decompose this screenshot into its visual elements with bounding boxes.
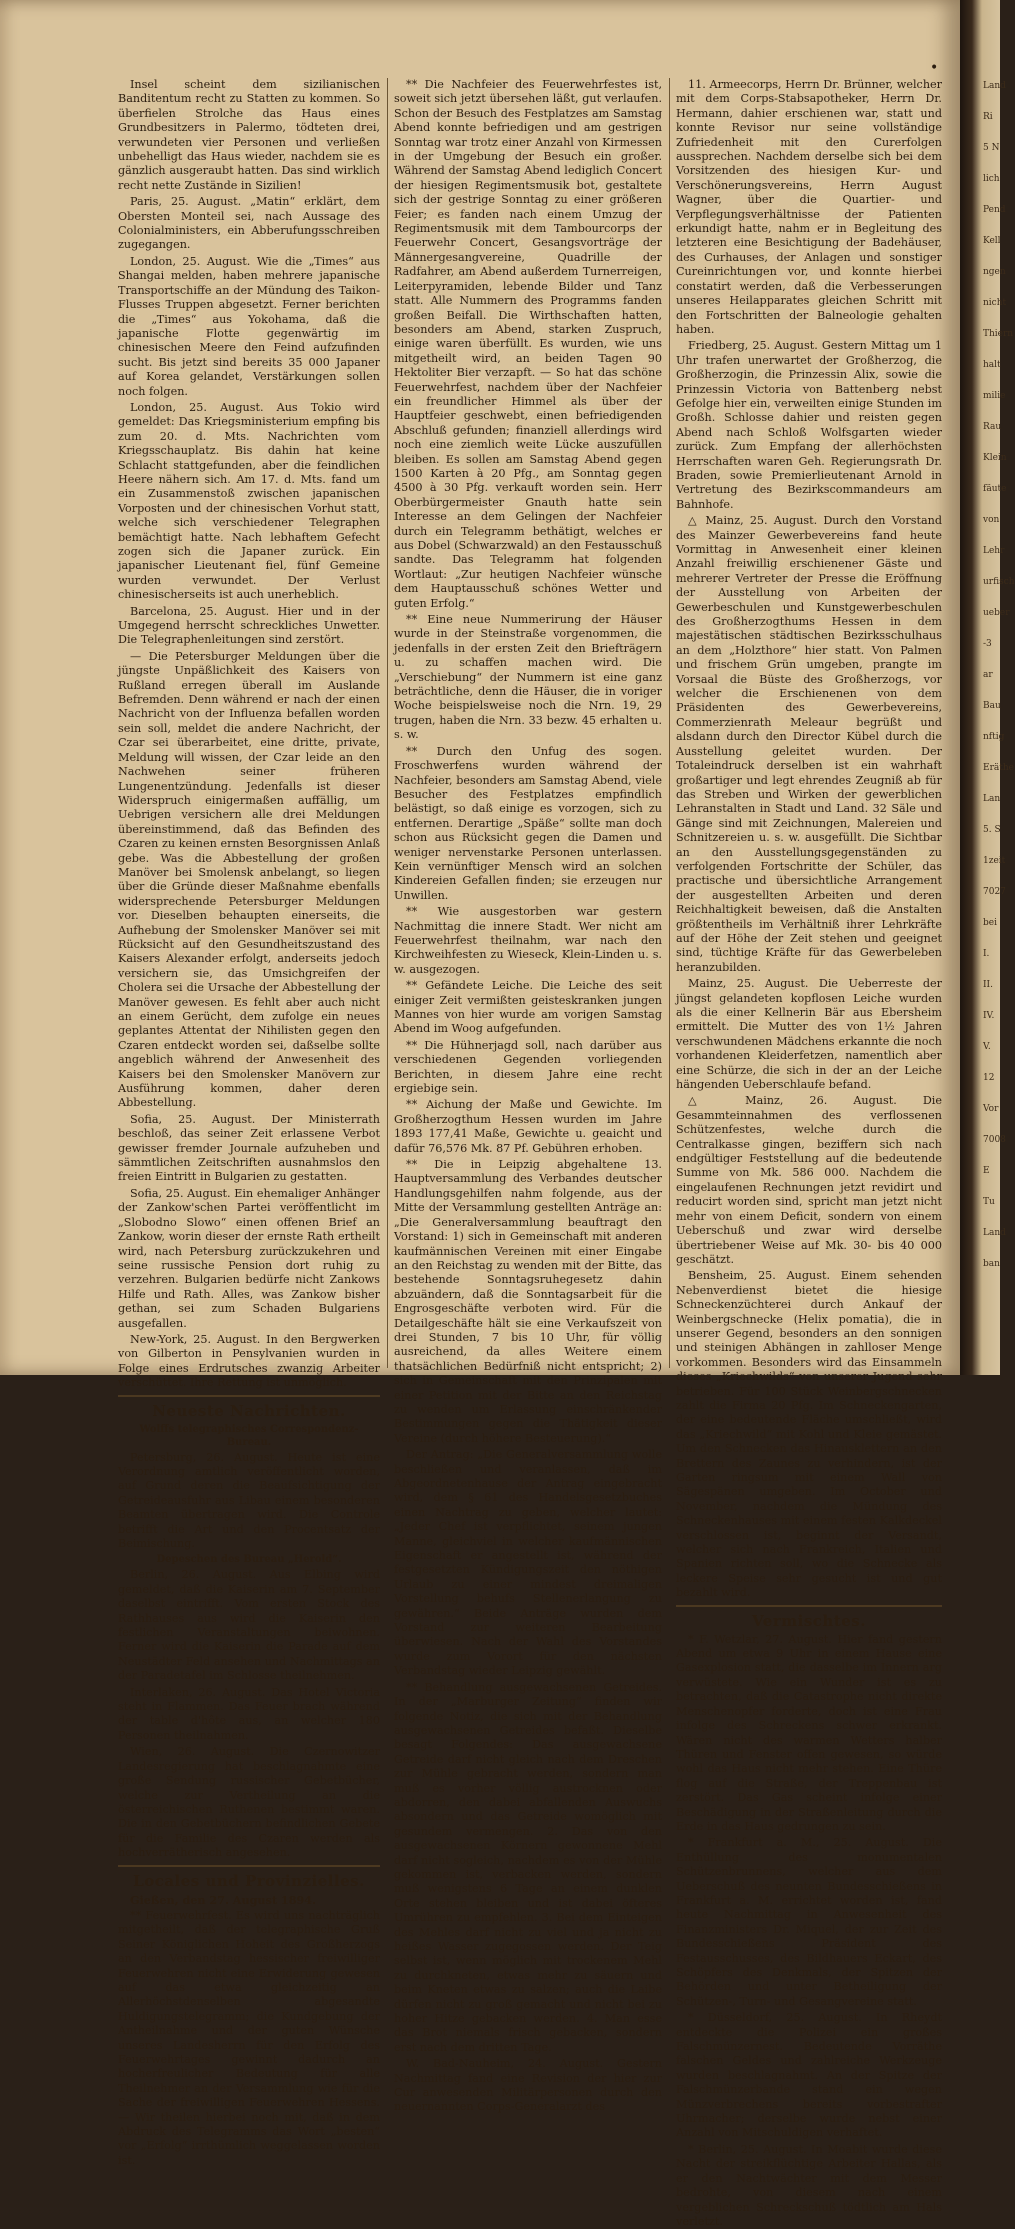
column-rule-1 (387, 78, 388, 1368)
paragraph: W. Bad-Nauheim, 24. August. Gestern Nachmittag fand eine Revision der hier zur Cur anwesenden Militärpersonen durch den neuernannten Corps-Generalarzt des (394, 2057, 662, 2114)
margin-fragment: E (983, 1166, 990, 1176)
paragraph: ** Die Nachfeier des Feuerwehrfestes ist, soweit sich jetzt übersehen läßt, gut verlaufen. Schon der Besuch des Festplatzes am Samstag Abend konnte befriedigen und am gestrigen Sonntag war trotz einer Anzahl von Kirmessen in der Umgebung der Besuch ein großer. Während der Samstag Abend lediglich Concert der hiesigen Regimentsmusik bot, gestaltete sich der gestrige Sonntag zu einer größeren Feier; es fanden nach einem Umzug der Regimentsmusik mit dem Tambourcorps der Feuerwehr Concert, Gesangsvorträge der Männergesangvereine, Quadrille der Radfahrer, am Abend außerdem Turnerreigen, Leiterpyramiden, lebende Bilder und Tanz statt. Alle Nummern des Programms fanden großen Beifall. Die Wirthschaften hatten, besonders am Abend, starken Zuspruch, einige waren überfüllt. Es wurden, wie uns mitgetheilt wird, an beiden Tagen 90 Hektoliter Bier verzapft. — So hat das schöne Feuerwehrfest, nachdem über der Nachfeier ein freundlicher Himmel als über der Hauptfeier geschwebt, einen befriedigenden Abschluß gefunden; finanziell allerdings wird noch eine ziemlich weite Lücke auszufüllen bleiben. Es sollen am Samstag Abend gegen 1500 Karten à 20 Pfg., am Sonntag gegen 4500 à 30 Pfg. verkauft worden sein. Herr Oberbürgermeister Gnauth hatte sein Interesse an dem Gelingen der Nachfeier durch ein Telegramm bethätigt, welches er aus Dobel (Schwarzwald) an den Festausschuß sandte. Das Telegramm hat folgenden Wortlaut: „Zur heutigen Nachfeier wünsche dem Hauptausschuß schönes Wetter und guten Erfolg.“ (394, 78, 662, 610)
page-mark: • (930, 60, 939, 76)
margin-fragment: halt (983, 360, 1001, 370)
column-1 (118, 78, 380, 2167)
margin-fragment: Lehr (983, 546, 1005, 556)
paragraph: Der Antrag: „Die Generalversammlung wolle beschließen und veranlassen, daß im Abgeordnetenhause der Antrag eingebracht wird, dem § 61 des Handelsgesetzbuches einen Nachtrag zu geben, welcher lautet: „Jeder Chef ist verpflichtet, seinem jungen Manne, gleichviel in welcher kaufmännischen Eigenschaft er angestellt ist, während der festgesetzten Kündigungszeit den nöthigen Urlaub zu einer mindest dreimaligen Vorstellung behufs Stellenerlangung zu gewähren.“ Beide Anträge wurden dem Vorstand zur weiteren Bearbeitung überwiesen. Nach der Wahl des Vorstandes wurde zum Vorort für den nächsten Verbandstag wieder Leipzig gewählt. (394, 1448, 662, 1678)
column-3 (676, 78, 942, 2228)
paragraph: London, 25. August. Wie die „Times“ aus Shangai melden, haben mehrere japanische Transportschiffe an der Mündung des Taikon-Flusses Truppen abgesetzt. Ferner berichten die „Times“ aus Yokohama, daß die japanische Flotte gegenwärtig im chinesischen Meere den Feind aufzufinden sucht. Bis jetzt sind bereits 35 000 Japaner auf Korea gelandet, Verstärkungen sollen noch folgen. (118, 254, 380, 398)
margin-fragment: Vor (983, 1104, 999, 1114)
adjacent-page-edge (960, 0, 1015, 1375)
subheading-herold: Depeschen des Bureau „Herold“. (156, 1554, 342, 1566)
margin-fragment: Tu (983, 1197, 995, 1207)
paragraph: — Die Petersburger Meldungen über die jüngste Unpäßlichkeit des Kaisers von Rußland erregen überall im Auslande Befremden. Denn während er nach der einen Nachricht von der Influenza befallen worden sein soll, meldet die andere Nachricht, der Czar sei überarbeitet, eine dritte, private, Meldung will wissen, der Czar leide an den Nachwehen seiner früheren Lungenentzündung. Jedenfalls ist dieser Widerspruch einigermaßen auffällig, um Uebrigen versichern alle drei Meldungen übereinstimmend, daß das Befinden des Czaren zu keinen ernsten Besorgnissen Anlaß gebe. Was die Abbestellung der großen Manöver bei Smolensk anbelangt, so liegen über die Gründe dieser Maßnahme ebenfalls widersprechende Petersburger Meldungen vor. Dieselben behaupten einerseits, die Aufhebung der Smolensker Manöver sei mit Rücksicht auf den Gesundheitszustand des Kaisers Alexander erfolgt, anderseits jedoch versichern sie, das Umsichgreifen der Cholera sei die Ursache der Abbestellung der Manöver gewesen. Es fehlt aber auch nicht an einem Gerücht, dem zufolge ein neues geplantes Attentat der Nihilisten gegen den Czaren entdeckt worden sei, daßselbe sollte angeblich während der Anwesenheit des Kaisers bei den Smolensker Manövern zur Ausführung kommen, daher deren Abbestellung. (118, 649, 380, 1110)
margin-fragment: nftig (983, 732, 1005, 742)
margin-fragment: 12 (983, 1073, 995, 1083)
paragraph: * F. Wetzlar, 27. August. Hier fand gestern Abend um etwa 9 Uhr in einem Hause eine Gasexplosion statt, die dasselbe im Innern arg verwüstete. Wie ein Wunder ist es zu betrachten, daß die Catastrophe nicht direkte Menschenopfer forderte, doch ist eine Frau infolge des Schreckens schwer erkrankt. Wären nicht des warmen Wetters halber Thüren und Fenster offen gewesen, so würde wohl das Haus nicht mehr stehen. Eine Thüre flog auf die Straße, der Treppenbau ist zerstört. Das Gas scheint infolge einer Beschädigung in der Straßenleitung durch die Erde in das Haus gedrungen zu sein. (676, 1632, 942, 1833)
subheading-wolff: Wolffs telegraphisches Correspondenz-Bureau. (139, 1423, 359, 1448)
paragraph: * Düsseldorf, 25. August. In Rheydt entdeckte die Polizei ein großes Falschmünzernest. Bedeutende Vorräthe falschen Geldes und zahlreiche Werkzeuge wurden beschlagnahmt. An der Spitze der Falschmünzerbande stand ein wegen Münzverbrechens bereits vorbestrafter Uhrmacher; derselbe wurde nebst einer Anzahl von Mitschuldigen verhaftet. (676, 2011, 942, 2140)
margin-fragment: IV. (983, 1011, 995, 1021)
margin-fragment: ban (983, 1259, 1000, 1269)
paragraph: △ Mainz, 26. August. Die Gesammteinnahmen des verflossenen Schützenfestes, welche durch die Centralkasse gingen, beziffern sich nach endgültiger Feststellung auf die bedeutende Summe von Mk. 586 000. Nachdem die eingelaufenen Rechnungen jetzt revidirt und reducirt worden sind, spricht man jetzt nicht mehr von einem Deficit, sondern von einem Ueberschuß und zwar wird derselbe übertriebener Weise auf Mk. 30- bis 40 000 geschätzt. (676, 1094, 942, 1266)
paragraph: Wien, 26. August. Die Czernowitzer Landesregierung hat beschlagnahmte eine große Sendung russischer Gebetbücher, welche zur Vertheilung an die österreichischen Ruthenen bestimmt waren. Die in den Gebetbüchern befindlichen Gebete für die Familie des Czaren werden als hochverrätherisch angesehen. (118, 1745, 380, 1860)
margin-fragment: I. (983, 949, 990, 959)
paragraph: ** Durch den Unfug des sogen. Froschwerfens wurden während der Nachfeier, besonders am Samstag Abend, viele Besucher des Festplatzes empfindlich belästigt, so daß einige es vorzogen, sich zu entfernen. Derartige „Späße“ sollte man doch schon aus Rücksicht gegen die Damen und weniger nervenstarke Personen unterlassen. Kein vernünftiger Mensch wird an solchen Kindereien Gefallen finden; sie erzeugen nur Unwillen. (394, 744, 662, 902)
paragraph: Sofia, 25. August. Ein ehemaliger Anhänger der Zankow'schen Partei veröffentlicht im „Slobodno Slowo“ einen offenen Brief an Zankow, worin dieser der ernste Rath ertheilt wird, nach Petersburg zurückzukehren und seine russische Pension dort ruhig zu verzehren. Bulgarien bedürfe nicht Zankows Hilfe und Rath. Alles, was Zankow bisher gethan, sei zum Schaden Bulgariens ausgefallen. (118, 1186, 380, 1330)
margin-fragment: II. (983, 980, 993, 990)
margin-fragment: ar (983, 670, 993, 680)
margin-fragment: 7027 (983, 887, 1006, 897)
margin-fragment: Klein (983, 453, 1007, 463)
paragraph: Petersburg, 26. August. Heute ist eine Verordnung amtlich veröffentlicht worden, auf Grund deren die Beaufsichtigung der Getreideausfuhr aus Libau einem besonderen Beamten übertragen wird. Die Controle betrifft die Art und den Procentsatz der Beimischung. (118, 1450, 380, 1550)
paragraph: △ Mainz, 25. August. Durch den Vorstand des Mainzer Gewerbevereins fand heute Vormittag in Anwesenheit einer kleinen Anzahl freiwillig erschienener Gäste und mehrerer Vertreter der Presse die Eröffnung der Ausstellung von Arbeiten der Gewerbeschulen und Kunstgewerbeschulen des Großherzogthums Hessen in dem majestätischen städtischen Bezirksschulhaus an dem „Holzthore“ hier statt. Von Palmen und frischem Grün umgeben, prangte im Vorsaal die Büste des Großherzogs, vor welcher die Erschienenen von dem Präsidenten des Gewerbevereins, Commerzienrath Meleaur begrüßt und alsdann durch den Director Kübel durch die Ausstellung geleitet wurden. Der Totaleindruck derselben ist ein wahrhaft großartiger und legt ehrendes Zeugniß ab für das Streben und Wirken der gewerblichen Lehranstalten in Stadt und Land. 32 Säle und Gänge sind mit Zeichnungen, Malereien und Schnitzereien u. s. w. ausgefüllt. Die Sichtbar an den Ausstellungsgegenständen zu verfolgenden Fortschritte der Schüler, das practische und übersichtliche Arrangement der ausgestellten Arbeiten und deren Reichhaltigkeit beweisen, daß die Anstalten größtentheils im Verhältniß ihrer Lehrkräfte auf der Höhe der Zeit stehen und geeignet sind, tüchtige Kräfte für das Gewerbeleben heranzubilden. (676, 514, 942, 974)
paragraph: * Berlin, 25. August. In Moabit wurde diese Nacht der streikflüchtige Arbeiter Hallas, als er den Nachtwächter mit dem Messer bedrohte, von diesem nach einem vergeblichen Schreckschuß tödtlich am Hals verletzt. (676, 2142, 942, 2228)
paragraph: ** Die in Leipzig abgehaltene 13. Hauptversammlung des Verbandes deutscher Handlungsgehilfen nahm folgende, aus der Mitte der Versammlung gestellten Anträge an: „Die Generalversammlung beauftragt den Vorstand: 1) sich in Gemeinschaft mit anderen kaufmännischen Vereinen mit einer Eingabe an den Reichstag zu wenden mit der Bitte, das bestehende Sonntagsruhegesetz dahin abzuändern, daß die Sonntagsarbeit für die Engrosgeschäfte verboten wird. Für die Detailgeschäfte hält sie eine Verkaufszeit von drei Stunden, 7 bis 10 Uhr, für völlig ausreichend, da alles Weitere einem thatsächlichen Bedürfniß nicht entspricht; 2) sich in Gemeinschaft mit den Prinzipalen mit einer Petition mit der Bitte an den Reichstag zu wenden um Erlassung einschränkender Bestimmungen gegen die Thätigkeit dieser Vereine (durch höhere Besteuerung).“ (394, 1158, 662, 1445)
paragraph: Sofia, 25. August. Der Ministerrath beschloß, das seiner Zeit erlassene Verbot gewisser fremder Journale aufzuheben und sämmtlichen Zeitschriften ausnahmslos den freien Eintritt in Bulgarien zu gestatten. (118, 1112, 380, 1184)
paragraph: Insel scheint dem sizilianischen Banditentum recht zu Statten zu kommen. So überfielen Strolche das Haus eines Grundbesitzers in Palermo, tödteten drei, verwundeten vier Personen und verließen unbehelligt das Haus wieder, nachdem sie es gänzlich ausgeraubt hatten. Das sind wirklich recht nette Zustände in Sizilien! (118, 78, 380, 192)
paragraph: ** Wie ausgestorben war gestern Nachmittag die innere Stadt. Wer nicht am Feuerwehrfest theilnahm, war nach den Kirchweihfesten zu Wieseck, Klein-Linden u. s. w. ausgezogen. (394, 905, 662, 976)
paragraph: Interlaken, 26. August. Das Hotel Victoria steht in Flammen. Das Feuer brach während der table d'hôte aus, an welcher 180 Personen theilnahmen. (118, 1685, 380, 1742)
margin-fragment: 1zeit (983, 856, 1006, 866)
margin-fragment: V. (983, 1042, 991, 1052)
margin-fragment: lich (983, 174, 1000, 184)
paragraph: London, 25. August. Aus Tokio wird gemeldet: Das Kriegsministerium empfing bis zum 20. d. Mts. Nachrichten vom Kriegsschauplatz. Bis dahin hat keine Schlacht stattgefunden, aber die feindlichen Heere nähern sich. Am 17. d. Mts. fand um ein Zusammenstoß zwischen japanischen Vorposten und der chinesischen Vorhut statt, welche sich verschiedener Telegraphen bemächtigt hatte. Nach lebhaftem Gefecht zogen sich die Japaner zurück. Ein japanischer Lieutenant fiel, fünf Gemeine wurden verwundet. Der Verlust chinesischerseits ist auch unerheblich. (118, 400, 380, 602)
margin-fragment: ueber (983, 608, 1010, 618)
margin-fragment: Thiern (983, 329, 1014, 339)
margin-fragment: ngen (983, 267, 1006, 277)
section-heading-neueste-nachrichten: Neueste Nachrichten. (152, 1401, 346, 1420)
margin-fragment: Eräthe (983, 763, 1014, 773)
section-separator (118, 1865, 380, 1867)
paragraph: Mainz, 25. August. Die Ueberreste der jüngst gelandeten kopflosen Leiche wurden als die einer Kellnerin Bär aus Ebersheim ermittelt. Die Mutter des von 1½ Jahren verschwundenen Mädchens erkannte die noch vorhandenen Kleiderfetzen, namentlich aber eine Schürze, die sich in der an der Leiche hängenden Ueberschlaufe befand. (676, 977, 942, 1092)
margin-fragment: fäute (983, 484, 1007, 494)
paragraph: Friedberg, 25. August. Gestern Mittag um 1 Uhr trafen unerwartet der Großherzog, die Großherzogin, die Prinzessin Alix, sowie die Prinzessin Victoria von Battenberg nebst Gefolge hier ein, verweilten einige Stunden im Großh. Schlosse dahier und reisten gegen Abend nach Schloß Wolfsgarten wieder zurück. Zum Empfang der allerhöchsten Herrschaften waren Geh. Regierungsrath Dr. Braden, sowie Premierlieutenant Arnold in Vertretung des Bezirkscommandeurs am Bahnhofe. (676, 339, 942, 511)
section-separator (118, 1395, 380, 1397)
paragraph: * Frankfurt a. M., 25. August. Die Enthüllung des monumentalen Schützenbrunnens, welcher aus dem Ueberschuß des neunten Bundesschießens in Frankfurt a. M. errichtet worden ist, fand heute Nachmittag in Anwesenheit des Finanzministers Dr. Miquel, der zur Zeit des Bundesschießens Präsident des Festausschusses, des Bildhauers Eckart, des Schöpfers des Denkmals, der Spitzen der Behörden und unter Betheiligung der Schützen-, Turn- und Gesangvereine statt. (676, 1836, 942, 2008)
margin-fragment: urfisch (983, 577, 1015, 587)
paragraph: ** Aichung der Maße und Gewichte. Im Großherzogthum Hessen wurden im Jahre 1893 177,41 Maße, Gewichte u. geaicht und dafür 76,576 Mk. 87 Pf. Gebühren erhoben. (394, 1098, 662, 1155)
margin-fragment: Rau (983, 422, 1002, 432)
margin-fragment: Bau (983, 701, 1001, 711)
margin-fragment: Land (983, 1228, 1006, 1238)
margin-fragment: Pend (983, 205, 1006, 215)
margin-fragment: Land (983, 81, 1006, 91)
margin-fragment: von (983, 515, 1000, 525)
margin-fragment: Lan (983, 794, 1001, 804)
margin-fragment: Ri (983, 112, 993, 122)
margin-fragment: milie (983, 391, 1006, 401)
paragraph: Paris, 25. August. „Matin“ erklärt, dem Obersten Monteil sei, nach Aussage des Colonialministers, ein Abberufungsschreiben zugegangen. (118, 195, 380, 252)
paragraph: ** Die Hühnerjagd soll, nach darüber aus verschiedenen Gegenden vorliegenden Berichten, in diesem Jahre eine recht ergiebige sein. (394, 1038, 662, 1096)
margin-fragment: 7008 (983, 1135, 1006, 1145)
paragraph: ** Gefändete Leiche. Die Leiche des seit einiger Zeit vermißten geisteskranken jungen Mannes von hier wurde am vorigen Samstag Abend im Woog aufgefunden. (394, 979, 662, 1036)
margin-fragment: 5 N (983, 143, 1000, 153)
paragraph: Bensheim, 25. August. Einem sehenden Nebenverdienst bietet die hiesige Schneckenzüchterei durch Ankauf der Weinbergschnecke (Helix pomatia), die in unserer Gegend, besonders an den sonnigen und steinigen Abhängen in zahlloser Menge vorkommen. Besonders wird das Einsammeln dieses „Kriechwilds“ von unserer Jugend sehr betrieben. Für 100 Stück Weinbergschnecken zahlt die Firma 20 Pfg. Im Schneckengarten, der eine bedeutende Fläche umschließt, wird das „Kriechwild“ mit Kohl und Kleie gemästet. Um den Schnecken das Hinausklettern an den Brettern des Zaunes zu verhindern, ist der Garten ringsum mit einem Wall von Sägespänen umgeben. Im October und November, nachdem die Mündung des Schneckenhauses mit einem festen Kalkdeckel verschlossen ist, beginnt der Versandt, welcher sich nach Frankreich, Italien und Spanien richten soll, wo die Schnecke als leckere Speise sehr gesucht ist und gut bezahlt wird. (676, 1269, 942, 1600)
margin-fragment: 5. S (983, 825, 1001, 835)
paragraph: ** Behandlung ausgewachsenen Getreides. In der „Marburger Zeitung“ finden wir folgende Notiz, die sich mit der Behandlung ausgewachsenen Getreides befaßt. Dieselbe besagt Folgendes: Das ausgewachsene Getreide darf nicht gleich nach dem Dreschen zur Mühle gebracht werden, sondern man muß es vorher völlig austrocknen oder abdorren, den dabei abfallenden Auswuchs absondern und das Getreide womöglich mit gesundem vermengen. 2. Das von den ausgewachsenen Körnern gewonnene Mehl darf nicht sogleich, nachdem es von der Mühle gekommen ist, verbacken werden, sondern muß wenigstens 6 Tage an einem dunklen Orte stehen bleiben und ist dabei öfteres Umrühren zu empfehlen. 3. Bei dem Einteigen des Mehles darf nicht zu viel und ja nicht zu heißes Wasser zugegossen werden. Der Teig selbst ist, wenn möglich mit trockenem Mehl zu durchkneten, etwas mehr zu säuern und beim Kneten etwas zu salzen; auch die Laibe dürfen nicht zu groß gemacht und nicht bei zu hoher Hitze gebacken werden. 4. Man esse das Brot niemals frisch gebacken, sondern erst nach dem dritten Tage. (394, 1680, 662, 2054)
section-separator (676, 1605, 942, 1607)
paragraph: Berlin, 26. August. Aus Elbing wird gemeldet, daß die Kaiserin am 7. September daselbst eintrifft. Vom ersten Stock des Rathhauses aus wird die Kaiserin den festlichen Veranstaltungen beiwohnen. Ferner wird die Kaiserin die Parade auf dem Neustädter Feld ansehen und Nachmittags an der Paradetafel im Schlosse theilnehmen. (118, 1568, 380, 1683)
paragraph: Barcelona, 25. August. Hier und in der Umgegend herrscht schreckliches Unwetter. Die Telegraphenleitungen sind zerstört. (118, 604, 380, 647)
margin-fragment: Kell (983, 236, 1001, 246)
column-2 (394, 78, 662, 2114)
column-rule-2 (669, 78, 670, 1368)
section-heading-locales: Locales und Provinzielles. (133, 1871, 365, 1890)
margin-fragment: bei (983, 918, 997, 928)
paragraph: 11. Armeecorps, Herrn Dr. Brünner, welcher mit dem Corps-Stabsapotheker, Herrn Dr. Hermann, dahier erschienen war, statt und konnte Revisor nur seine vollständige Zufriedenheit mit den Curerfolgen aussprechen. Nachdem derselbe sich bei dem Vorsitzenden des hiesigen Kur- und Verschönerungsvereins, Herrn August Wagner, über die Quartier- und Verpflegungsverhältnisse der Patienten erkundigt hatte, nahm er in Begleitung des letzteren eine Besichtigung der Badehäuser, des Curhauses, der Anlagen und sonstiger Cureinrichtungen vor, und konnte hierbei constatirt werden, daß die Verbesserungen unseres Heilapparates gleichen Schritt mit den Fortschritten der Balneologie gehalten haben. (676, 78, 942, 336)
margin-fragment: nicht (983, 298, 1007, 308)
paragraph: ** Eine neue Nummerirung der Häuser wurde in der Steinstraße vorgenommen, die jedenfalls in der ersten Zeit den Briefträgern u. zu schaffen machen wird. Die „Verschiebung“ der Nummern ist eine ganz beträchtliche, denn die Häuser, die in voriger Woche beispielsweise noch die Nrn. 19, 29 trugen, haben die Nrn. 33 bezw. 45 erhalten u. s. w. (394, 613, 662, 742)
paragraph: New-York, 25. August. In den Bergwerken von Gilberton in Pensylvanien wurden in Folge eines Erdrutsches zwanzig Arbeiter verschüttet. Ihre Rettung ist unmöglich. (118, 1332, 380, 1390)
margin-fragment: -3 (983, 639, 992, 649)
section-heading-vermischtes: Vermischtes. (752, 1611, 866, 1630)
dateline: Gießen, den 27. August 1894. (130, 1892, 316, 1907)
paragraph: ** Feuerwehrfest. Es wird uns nachträglich mitgetheilt, daß der telegraphische Gruß Seiner Königlichen Hoheit des Großherzogs an den Verbandstag hessischer freiwilliger Feuerwehren nicht eine Erwiderung gewesen auf das etwa gleichzeitig an Allerhöchstdenselben abgesandte Huldigungstelegramm; die Kundgebung der Antheilnahme und der guten Wünsche unseres Landesherrn für den Erfolg des Feuerwehrtages gewinnt dadurch an hocherfreulicher Bedeutung für alle Theilnehmer an der Versammlung wie für die Sache der freiwilligen Feuerwehren Hessens. — Wir theilen hierbei noch mit, daß in dem Abdruck des Telegramms das Wort „besten“ vor „Erfolg“ irrthümlich weggelassen worden ist. (118, 1908, 380, 2167)
